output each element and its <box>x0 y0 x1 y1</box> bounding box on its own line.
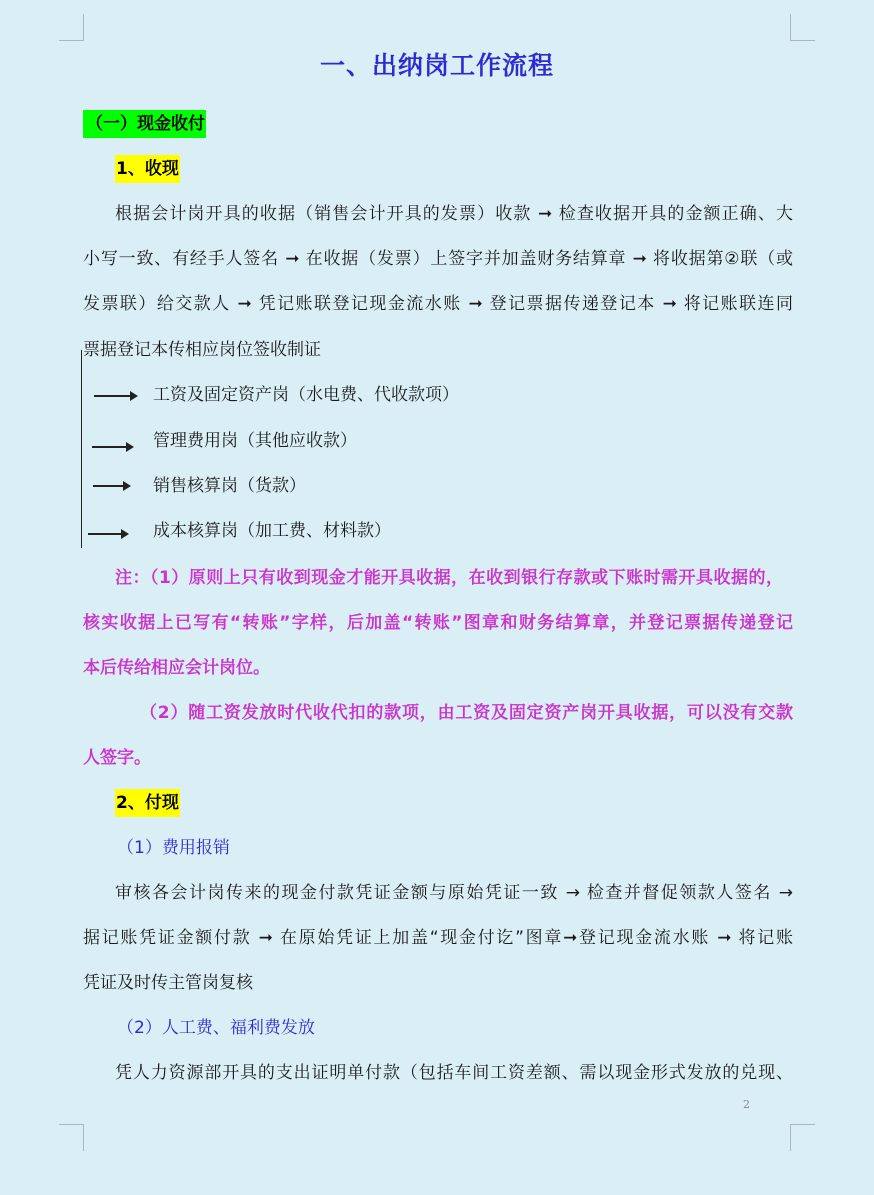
arrow-right-icon <box>92 446 128 448</box>
paragraph-line: 审核各会计岗传来的现金付款凭证金额与原始凭证一致 → 检查并督促领款人签名 → <box>115 883 793 903</box>
crop-mark-top-left <box>59 14 84 41</box>
branch-item: 工资及固定资产岗（水电费、代收款项） <box>153 385 459 405</box>
subsection-heading-pay-cash: 2、付现 <box>115 789 180 817</box>
paragraph-line: 据记账凭证金额付款 ➞ 在原始凭证上加盖“现金付讫”图章➞登记现金流水账 ➞ 将记账 <box>83 928 793 948</box>
note-line: 本后传给相应会计岗位。 <box>83 658 270 678</box>
section-heading <box>83 112 793 136</box>
arrow-right-icon <box>88 533 123 535</box>
note-line: （2）随工资发放时代收代扣的款项，由工资及固定资产岗开具收据，可以没有交款 <box>140 703 793 723</box>
crop-mark-bottom-right <box>790 1124 815 1151</box>
note-line: 人签字。 <box>83 748 151 768</box>
arrow-right-icon <box>93 485 125 487</box>
paragraph-line: 票据登记本传相应岗位签收制证 <box>83 340 321 360</box>
paragraph-line: 发票联）给交款人 ➞ 凭记账联登记现金流水账 ➞ 登记票据传递登记本 ➞ 将记账联连同 <box>83 294 793 314</box>
branch-item: 管理费用岗（其他应收款） <box>153 431 357 451</box>
branch-item: 成本核算岗（加工费、材料款） <box>153 521 391 541</box>
paragraph-line: 凭证及时传主管岗复核 <box>83 973 253 993</box>
section-heading-cash: （一）现金收付 <box>83 110 206 138</box>
subsection-heading <box>115 791 825 815</box>
subsection-heading <box>115 157 825 181</box>
crop-mark-bottom-left <box>59 1124 84 1151</box>
arrow-right-icon <box>94 395 132 397</box>
note-line: 核实收据上已写有“转账”字样，后加盖“转账”图章和财务结算章，并登记票据传递登记 <box>83 613 793 633</box>
branch-item: 销售核算岗（货款） <box>153 476 306 496</box>
paragraph-line: 小写一致、有经手人签名 ➞ 在收据（发票）上签字并加盖财务结算章 ➞ 将收据第②联（或 <box>83 249 793 269</box>
page-title: 一、出纳岗工作流程 <box>319 51 554 80</box>
item-heading-expense-reimbursement: （1）费用报销 <box>117 838 230 858</box>
paragraph-line: 根据会计岗开具的收据（销售会计开具的发票）收款 ➞ 检查收据开具的金额正确、大 <box>115 204 793 224</box>
note-line: 注：（1）原则上只有收到现金才能开具收据，在收到银行存款或下账时需开具收据的， <box>115 568 783 588</box>
crop-mark-top-right <box>790 14 815 41</box>
subsection-heading-receive-cash: 1、收现 <box>115 155 180 183</box>
paragraph-line: 凭人力资源部开具的支出证明单付款（包括车间工资差额、需以现金形式发放的兑现、 <box>115 1063 793 1083</box>
item-heading-wages-benefits: （2）人工费、福利费发放 <box>117 1018 315 1038</box>
page-number: 2 <box>743 1098 750 1111</box>
branch-bracket-line <box>81 350 82 548</box>
